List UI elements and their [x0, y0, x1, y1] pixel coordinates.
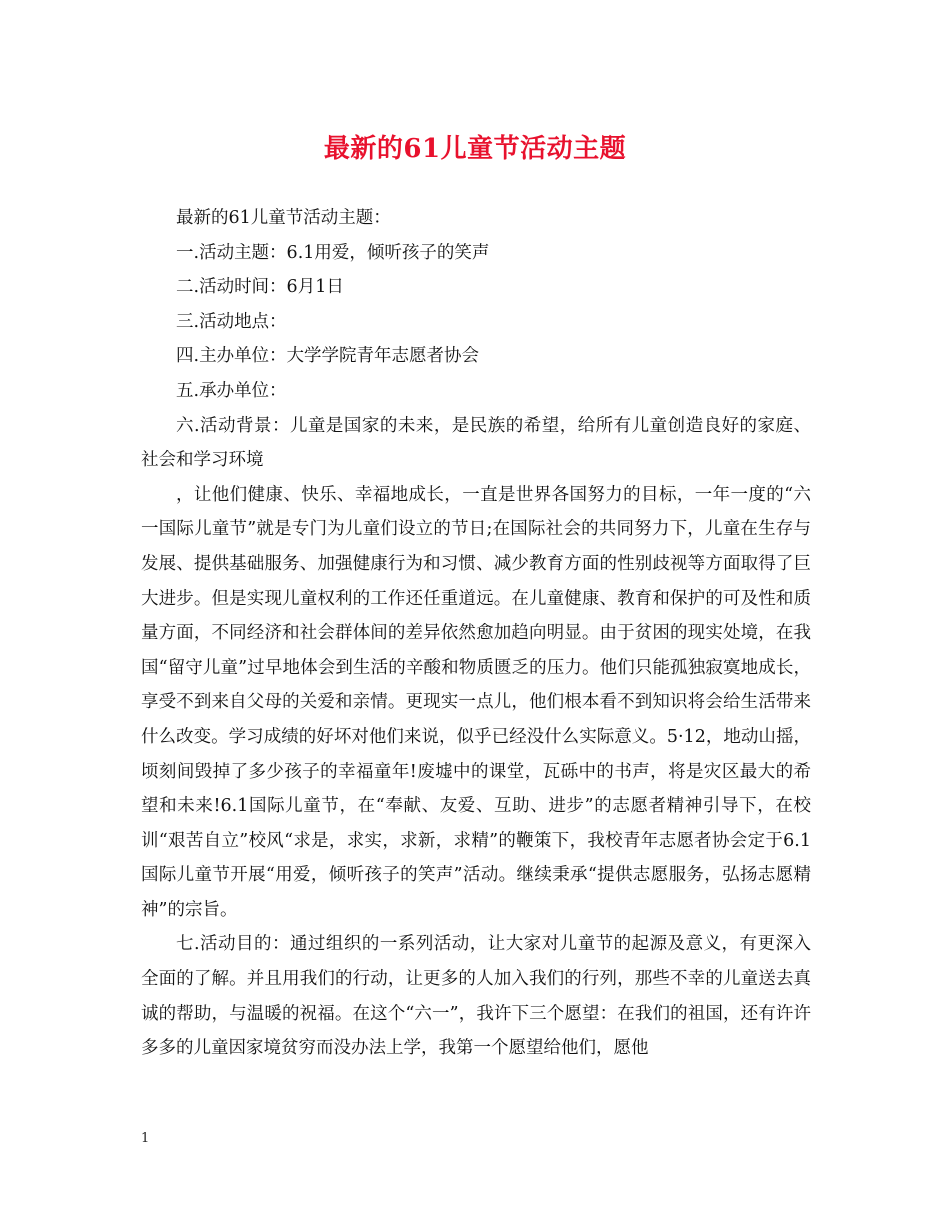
activity-theme-line: 一.活动主题：6.1用爱，倾听孩子的笑声	[176, 242, 490, 263]
document-body	[141, 201, 811, 1066]
intro-line: 最新的61儿童节活动主题：	[176, 208, 391, 228]
co-organizer-line: 五.承办单位：	[176, 380, 287, 401]
activity-time-line: 二.活动时间：6月1日	[176, 277, 344, 298]
document-title: 最新的61儿童节活动主题	[323, 134, 627, 164]
activity-location-line: 三.活动地点：	[176, 311, 287, 332]
background-paragraph: 六.活动背景：儿童是国家的未来，是民族的希望，给所有儿童创造良好的家庭、社会和学习环境	[141, 415, 811, 471]
body-paragraph-1: ，让他们健康、快乐、幸福地成长，一直是世界各国努力的目标，一年一度的“六一国际儿童节”就是专门为儿童们设立的节日;在国际社会的共同努力下，儿童在生存与发展、提供基础服务、加强健康行为和习惯、减少教育方面的性别歧视等方面取得了巨大进步。但是实现儿童权利的工作还任重道远。在儿童健康、教育和保护的可及性和质量方面，不同经济和社会群体间的差异依然愈加趋向明显。由于贫困的现实处境，在我国“留守儿童”过早地体会到生活的辛酸和物质匮乏的压力。他们只能孤独寂寞地成长，享受不到来自父母的关爱和亲情。更现实一点儿，他们根本看不到知识将会给生活带来什么改变。学习成绩的好坏对他们来说，似乎已经没什么实际意义。5·12，地动山摇，顷刻间毁掉了多少孩子的幸福童年!废墟中的课堂，瓦砾中的书声，将是灾区最大的希望和未来!6.1国际儿童节，在“奉献、友爱、互助、进步”的志愿者精神引导下，在校训“艰苦自立”校风“求是，求实，求新，求精”的鞭策下，我校青年志愿者协会定于6.1国际儿童节开展“用爱，倾听孩子的笑声”活动。继续秉承“提供志愿服务，弘扬志愿精神”的宗旨。	[141, 484, 811, 920]
page-number: 1	[141, 1131, 150, 1146]
organizer-line: 四.主办单位：大学学院青年志愿者协会	[176, 346, 480, 367]
body-paragraph-2: 七.活动目的：通过组织的一系列活动，让大家对儿童节的起源及意义，有更深入全面的了解。并且用我们的行动，让更多的人加入我们的行列，那些不幸的儿童送去真诚的帮助，与温暖的祝福。在这个“六一”，我许下三个愿望：在我们的祖国，还有许许多多的儿童因家境贫穷而没办法上学，我第一个愿望给他们，愿他	[141, 934, 811, 1059]
